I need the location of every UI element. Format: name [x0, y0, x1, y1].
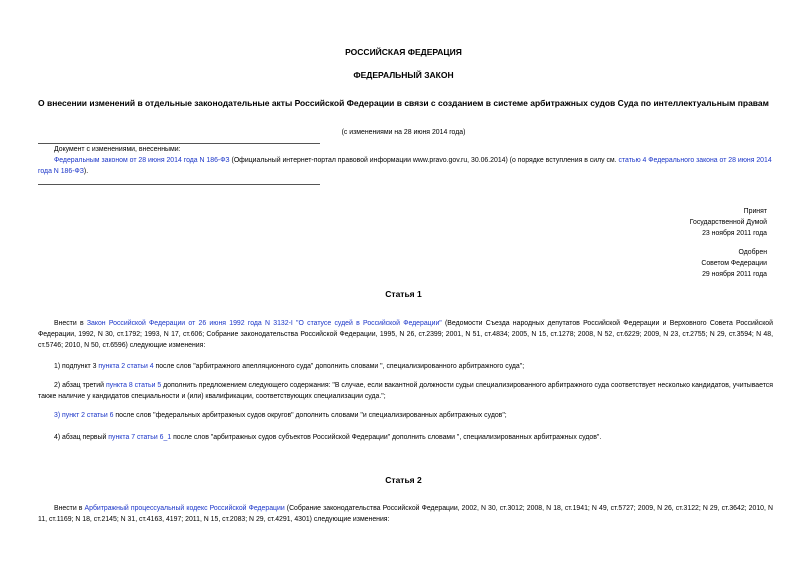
revision-divider-bottom: [38, 184, 320, 185]
law-title: О внесении изменений в отдельные законодательные акты Российской Федерации в связи с созданием в системе арбитражных судов Суда по интеллектуальным правам: [38, 98, 769, 108]
adoption-federation-council: Одобрен Советом Федерации 29 ноября 2011 года: [701, 249, 767, 278]
article-1-item-1: 1) подпункт 3 пункта 2 статьи 4 после слов "арбитражного апелляционного суда" дополнить словами ", специализированного арбитражного суда";: [54, 363, 525, 370]
article-4-link[interactable]: пункта 2 статьи 4: [98, 363, 154, 370]
country-heading: РОССИЙСКАЯ ФЕДЕРАЦИЯ: [345, 47, 462, 57]
arbitration-code-link[interactable]: Арбитражный процессуальный кодекс Российской Федерации: [84, 505, 285, 512]
revision-intro: Документ с изменениями, внесенными:: [54, 146, 181, 153]
law-3132-link[interactable]: Закон Российской Федерации от 26 июня 1992 года N 3132-I "О статусе судей в Российской Федерации": [86, 320, 442, 327]
article-1-item-2: 2) абзац третий пункта 8 статьи 5 дополнить предложением следующего содержания: "В случае, если вакантной должности судьи специализированного арбитражного суда соответствует несколько кандидатов, учитывается также наличие у кандидатов специальности и (или) квалификации, соответствующих специализации суда.";: [38, 382, 773, 400]
law-type-heading: ФЕДЕРАЛЬНЫЙ ЗАКОН: [353, 70, 454, 80]
article-1-item-3: 3) пункт 2 статьи 6 после слов "федеральных арбитражных судов округов" дополнить словами "и специализированных арбитражных судов";: [54, 412, 507, 419]
article-1-heading: Статья 1: [385, 289, 422, 299]
article-5-link[interactable]: пункта 8 статьи 5: [105, 382, 162, 389]
article-6-1-link[interactable]: пункта 7 статьи 6_1: [108, 434, 172, 441]
revision-article-link[interactable]: статью 4 Федерального закона от 28 июня 2014 года N 186-ФЗ: [38, 157, 772, 175]
revision-law-link[interactable]: Федеральным законом от 28 июня 2014 года N 186-ФЗ: [54, 157, 230, 164]
article-1-intro: Внести в Закон Российской Федерации от 26 июня 1992 года N 3132-I "О статусе судей в Российской Федерации" (Ведомости Съезда народных депутатов Российской Федерации и Верховного Совета Российской Федерации, 1992, N 30, ст.1792; 1993, N 17, ст.606; Собрание законодательства Российской Федерации, 1995, N 26, ст.2399; 2001, N 51, ст.4834; 2005, N 15, ст.1278; 2008, N 52, ст.6229; 2009, N 23, ст.2755; N 29, ст.3594; N 48, ст.5746; 2010, N 50, ст.6596) следующие изменения:: [38, 320, 773, 349]
adoption-duma: Принят Государственной Думой 23 ноября 2011 года: [689, 208, 767, 237]
article-1-item-4: 4) абзац первый пункта 7 статьи 6_1 после слов "арбитражных судов субъектов Российской Федерации" дополнить словами ", специализированных арбитражных судов".: [54, 434, 602, 441]
revision-text: Федеральным законом от 28 июня 2014 года N 186-ФЗ (Официальный интернет-портал правовой информации www.pravo.gov.ru, 30.06.2014) (о порядке вступления в силу см. статью 4 Федерального закона от 28 июня 2014 года N 186-ФЗ).: [38, 157, 772, 175]
article-2-heading: Статья 2: [385, 475, 422, 485]
amendment-note: (с изменениями на 28 июня 2014 года): [341, 129, 466, 136]
revision-box: [38, 144, 773, 177]
article-2-intro: Внести в Арбитражный процессуальный кодекс Российской Федерации (Собрание законодательства Российской Федерации, 2002, N 30, ст.3012; 2008, N 18, ст.1941; N 49, ст.5727; 2009, N 26, ст.3122; N 29, ст.3642; 2010, N 11, ст.1169; N 18, ст.2145; N 31, ст.4163, 4197; 2011, N 15, ст.2083; N 29, ст.4291, 4301) следующие изменения:: [38, 505, 773, 523]
article-6-link[interactable]: 3) пункт 2 статьи 6: [54, 412, 114, 419]
